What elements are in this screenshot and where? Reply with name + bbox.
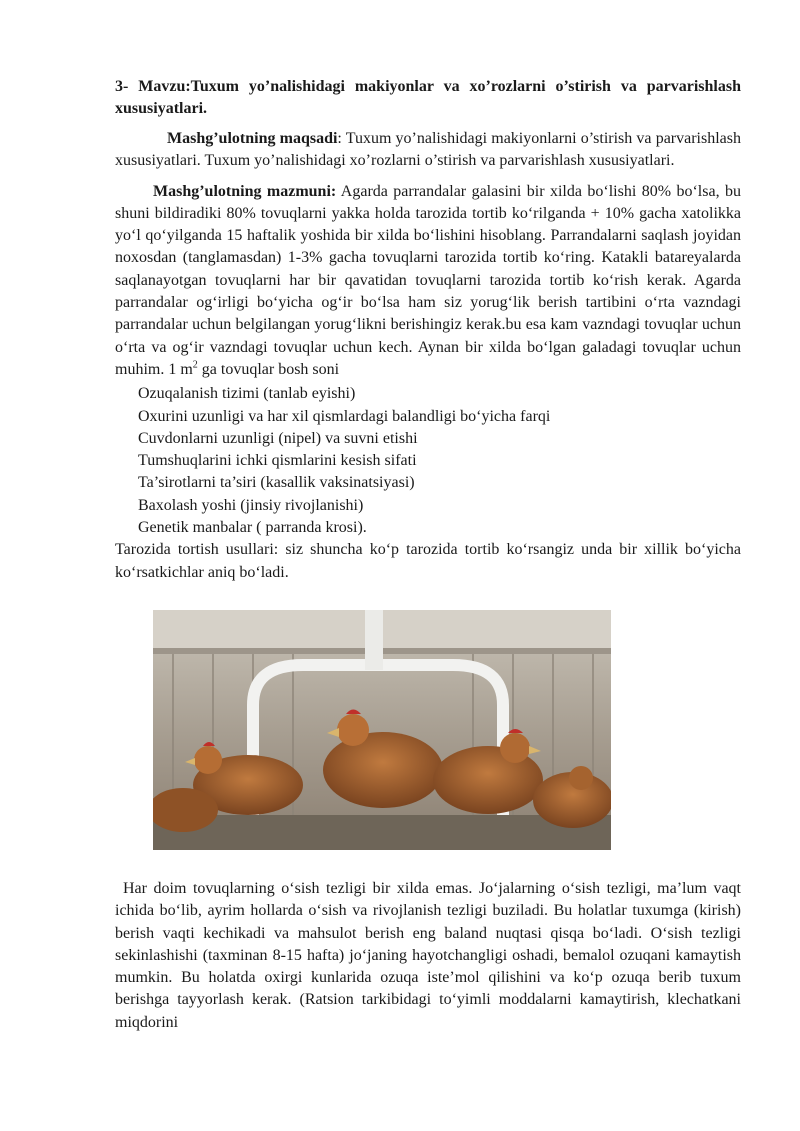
list-item: Ozuqalanish tizimi (tanlab eyishi) — [138, 385, 356, 403]
list-item: Cuvdonlarni uzunligi (nipel) va suvni etishi — [138, 429, 418, 447]
document-page — [115, 76, 741, 1034]
list-item: Baxolash yoshi (jinsiy rivojlanishi) — [138, 496, 364, 514]
superscript: 2 — [192, 359, 198, 371]
list-item: Ta’sirotlarni ta’siri (kasallik vaksinatsiyasi) — [138, 474, 415, 492]
growth-paragraph: Har doim tovuqlarning o‘sish tezligi bir xilda emas. Jo‘jalarning o‘sish tezligi, ma’lum vaqt ichida bo‘lib, ayrim hollarda o‘sish va rivojlanish tezligi buziladi. Bu holatlar tuxumga (kirish) berish vaqti kechikadi va mahsulot berish eng baland nuqtasi qisqa bo‘ladi. O‘sish tezligi sekinlashishi (taxminan 8-15 hafta) jo‘janing hayotchangligi oshadi, bemalol ozuqani kamaytish mumkin. Bu holatda oxirgi kunlarida ozuqa iste’mol qilishini va ko‘p ozuqa berib tuxum berishga tayyorlash kerak. (Ratsion tarkibidagi to‘yimli moddalarni kamaytirish, klechatkani miqdorini — [115, 879, 741, 1031]
hens-photo — [153, 610, 611, 850]
topic-heading: 3- Mavzu:Tuxum yo’nalishidagi makiyonlar va xo’rozlarni o’stirish va parvarishlash xususiyatlari. — [115, 78, 741, 117]
factor-list — [115, 383, 741, 539]
content-label: Mashg’ulotning mazmuni: — [153, 182, 337, 200]
list-item: Genetik manbalar ( parranda krosi). — [138, 519, 367, 537]
content-paragraph — [115, 181, 741, 382]
goal-label: Mashg’ulotning maqsadi — [167, 130, 338, 147]
content-text: Agarda parrandalar galasini bir xilda bo‘lishi 80% bo‘lsa, bu shuni bildiradiki 80% tovuqlarni yakka holda tarozida tortib ko‘rilganda + 10% gacha xatolikka yo‘l qo‘yilganda 15 haftalik yoshida bir xilda bo‘lishini hisoblang. Parrandalarni saqlash joyidan noxosdan (tanglamasdan) 1-3% gacha tovuqlarni tarozida tortib ko‘ring. Katakli batareyalarda saqlanayotgan tovuqlarni har bir qavatidan tovuqlarni tarozida tortib ko‘rish kerak. Agarda parrandalar og‘irligi bo‘yicha og‘ir bo‘lsa ham siz yorug‘lik berish tartibini o‘rta vazndagi parrandalar uchun belgilangan yorug‘likni berishingiz kerak.bu esa kam vazndagi tovuqlar uchun o‘rta va og‘ir vazndagi tovuqlar uchun kech. Aynan bir xilda bo‘lgan galadagi tovuqlar uchun muhim. 1 m — [115, 182, 742, 378]
content-tail: ga tovuqlar bosh soni — [197, 360, 340, 378]
goal-text: : Tuxum yo’nalishidagi makiyonlarni o’stirish va parvarishlash xususiyatlari. Tuxum yo’nalishidagi xo’rozlarni o’stirish va parvarishlash xususiyatlari. — [115, 130, 741, 170]
method-paragraph: Tarozida tortish usullari: siz shuncha ko‘p tarozida tortib ko‘rsangiz unda bir xillik bo‘yicha ko‘rsatkichlar aniq bo‘ladi. — [115, 541, 741, 581]
goal-paragraph — [115, 128, 741, 173]
list-item: Oxurini uzunligi va har xil qismlardagi balandligi bo‘yicha farqi — [138, 407, 551, 425]
list-item: Tumshuqlarini ichki qismlarini kesish sifati — [138, 452, 417, 470]
